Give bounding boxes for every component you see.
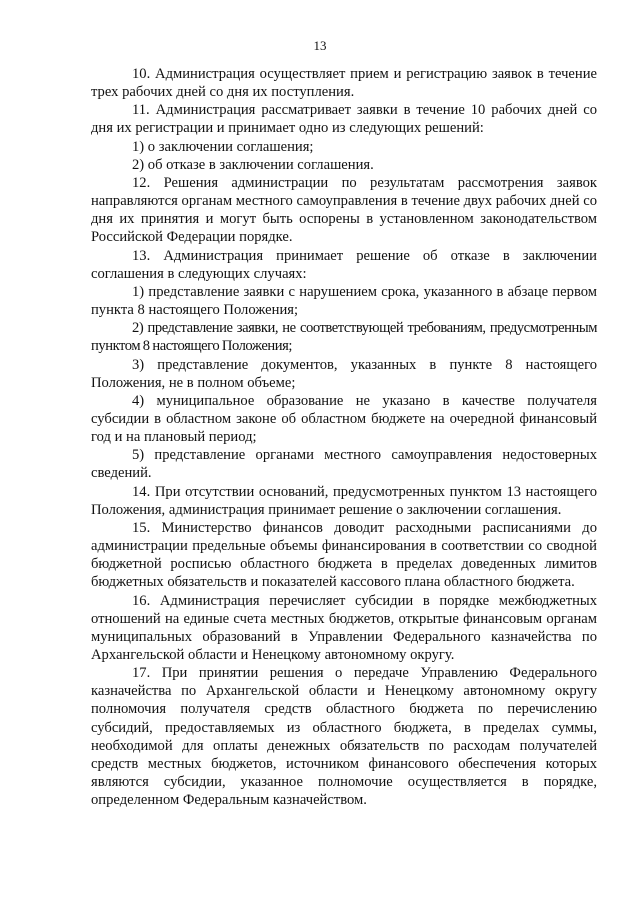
paragraph-17: 17. При принятии решения о передаче Управлению Федерального казначейства по Архангельской области и Ненецкому автономному округу полномочия получателя средств областного бюджета по перечислению субсидий, предоставляемых из областного бюджета, в пределах суммы, необходимой для оплаты денежных обязательств по расходам получателей средств местных бюджетов, источником финансового обеспечения которых являются субсидии, указанное полномочие осуществляется в порядке, определенном Федеральным казначейством.: [91, 665, 597, 809]
paragraph-13: 13. Администрация принимает решение об отказе в заключении соглашения в следующих случаях:: [91, 247, 597, 282]
paragraph-16: 16. Администрация перечисляет субсидии в порядке межбюджетных отношений на единые счета местных бюджетов, открытые финансовым органам муниципальных образований в Управлении Федерального казначейства по Архангельской области и Ненецкому автономному округу.: [91, 592, 597, 663]
paragraph-11: 11. Администрация рассматривает заявки в течение 10 рабочих дней со дня их регистрации и принимает одно из следующих решений:: [91, 102, 597, 137]
paragraph-11-item-2: 2) об отказе в заключении соглашения.: [132, 156, 374, 173]
paragraph-15: 15. Министерство финансов доводит расходными расписаниями до администрации предельные объемы финансирования в соответствии со сводной бюджетной росписью областного бюджета в пределах доведенных лимитов бюджетных обязательств и показателей кассового плана областного бюджета.: [91, 519, 597, 591]
paragraph-13-item-5: 5) представление органами местного самоуправления недостоверных сведений.: [91, 447, 597, 482]
paragraph-12: 12. Решения администрации по результатам рассмотрения заявок направляются органам местного самоуправления в течение двух рабочих дней со дня их принятия и могут быть оспорены в установленном законодательством Российской Федерации порядке.: [91, 174, 597, 246]
paragraph-13-item-3: 3) представление документов, указанных в пункте 8 настоящего Положения, не в полном объеме;: [91, 356, 597, 391]
page-number: 13: [313, 38, 327, 53]
paragraph-13-item-4: 4) муниципальное образование не указано в качестве получателя субсидии в областном законе об областном бюджете на очередной финансовый год и на плановый период;: [91, 392, 597, 446]
paragraph-14: 14. При отсутствии оснований, предусмотренных пунктом 13 настоящего Положения, администрация принимает решение о заключении соглашения.: [91, 483, 597, 518]
paragraph-13-item-2: 2) представление заявки, не соответствующей требованиям, предусмотренным пунктом 8 настоящего Положения;: [91, 320, 597, 355]
document-body: [91, 65, 597, 809]
paragraph-13-item-1: 1) представление заявки с нарушением срока, указанного в абзаце первом пункта 8 настоящего Положения;: [91, 283, 597, 319]
paragraph-11-item-1: 1) о заключении соглашения;: [132, 138, 314, 155]
paragraph-10: 10. Администрация осуществляет прием и регистрацию заявок в течение трех рабочих дней со дня их поступления.: [91, 66, 597, 101]
